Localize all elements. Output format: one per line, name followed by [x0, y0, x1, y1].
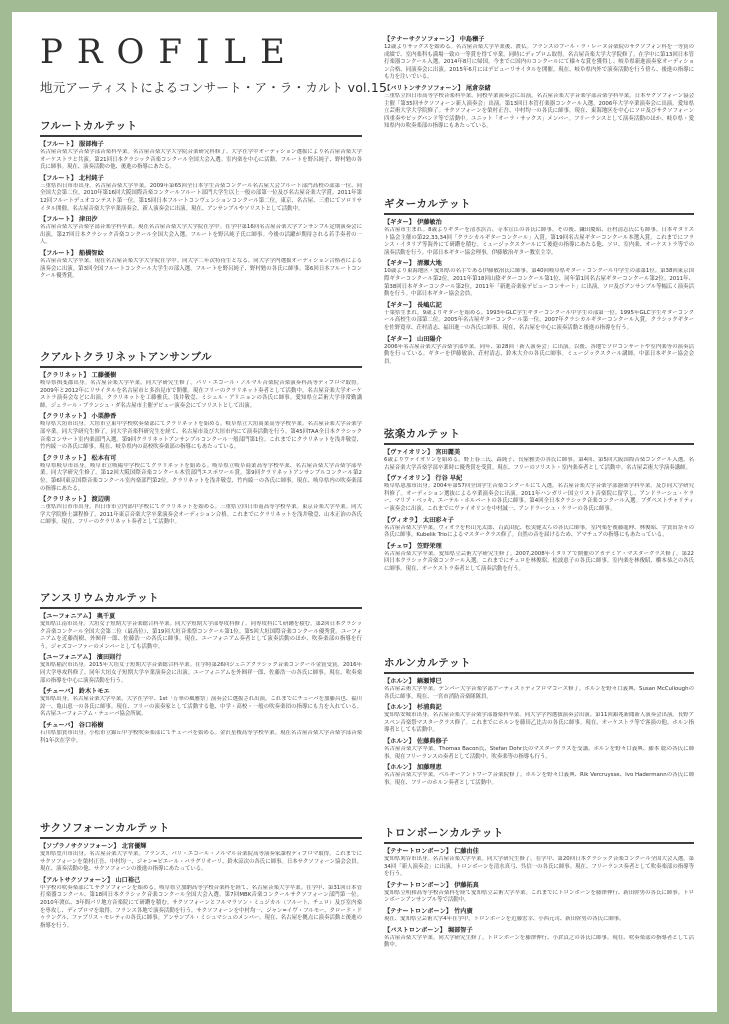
artist-name: 【フルート】 北村純子: [40, 174, 104, 182]
artist-name: 【クラリネット】 小栗静香: [40, 413, 117, 421]
artist-bio: 三重県四日市市出身。名古屋音楽大学卒業。2009年第65回全日本学生音楽コンクール名古屋大会フルート部門高校の部第一位、同全国大会第二位。2010年第16回大阪国際音楽コンクールフルート部門大学生以上一般の部第一位及び名古屋音楽大学賞。2011年第12回フルートデュオコンテスト第一位。第15回日本フルートコンヴェンションコンクール第二位。東京、名古屋、三重にてソロリサイタル開催。名古屋音楽大学卒業演奏会、新人演奏会に出演。現在、アンサンブルやソリストとして活動中。: [40, 182, 362, 212]
section-sax-continued: [384, 36, 694, 134]
section-heading: 弦楽カルテット: [384, 426, 694, 445]
section-heading: トロンボーンカルテット: [384, 825, 694, 844]
artist-name: 【クラリネット】 渡辺萌: [40, 496, 111, 504]
artist-name: 【ヴァイオリン】 宮田麗美: [384, 449, 461, 456]
artist-bio: 名古屋音楽大学卒業。愛知県立芸術大学研究生修了。2007,2008年イタリアで開催のアカデミア・マスタークラス修了。第22回日本クラシック音楽コンクール入選。これまでにチェロを林俊昭、松波恵子の各氏に師事。室内楽を林俊昭、橋本恭之の各氏に師事。現在、オーケストラ奏者として演奏活動を行う。: [384, 550, 694, 572]
artist-bio: 愛知県刈谷市出身。名古屋音楽大学卒業。同大学研究生修了。在学中、第20回日本クラシック音楽コンクール全国大会入選。第34回「新人演奏会」に出演。トロンボーンを清水真弓、呉信一の各氏に師事。現在、フリーランス奏者として吹奏楽部の指導等を行う。: [384, 856, 694, 878]
artist-name: 【ホルン】 鏑瀬博巳: [384, 678, 442, 685]
artist-bio: 三重県四日市市出身。四日市市立内部中学校にてクラリネットを始める。三重県立四日市南高等学校卒業。東京音楽大学卒業。同大学大学院修士課程修了。2011年東京音楽大学卒業演奏会オーディション合格。これまでにクラリネットを浅井敬壹、山本正治の各氏に師事。現在、フリーのクラリネット奏者として活動中。: [40, 504, 362, 526]
artist-bio: 千葉県生まれ。9歳よりギターを始める。1993年GLC学生ギターコンクール中学生の部第一位。1995年GLC学生ギターコンクール高校生の部第二位。2005年名古屋ギターコンクール第一位。2007年クラシカルギターコンクール入賞。クラシックギターを佐野寛章、荘村清志、福田進一の各氏に師事。現在、名古屋を中心に演奏活動と後進の指導を行う。: [384, 309, 694, 331]
artist-entry: [384, 738, 694, 761]
artist-entry: [384, 336, 694, 367]
artist-entry: [384, 449, 694, 472]
artist-bio: 名古屋音楽大学卒業。同大学研究生修了。トロンボーンを藤澤伸行、小倉貞之の各氏に師事。現在、吹奏楽部の指導者として活動中。: [384, 934, 694, 949]
artist-name: 【ギター】 長嶋広記: [384, 301, 442, 309]
artist-entry: [40, 722, 362, 745]
artist-entry: [384, 908, 694, 924]
artist-bio: 名古屋音楽大学卒業。現在名古屋音楽大学大学院在学中。同大学二年次特待生となる。同大学学内選抜オーディション合格者による演奏会に出演。第3回全国フルートコンクール大学生の部入選。フルートを野呂純子、野村勉の各氏に師事。第6回日本フルートコンクール優秀賞。: [40, 257, 362, 280]
artist-entry: [384, 678, 694, 701]
artist-entry: [384, 302, 694, 333]
artist-entry: [384, 475, 694, 513]
artist-bio: 名古屋音楽大学音楽学部音楽科卒業。名古屋音楽大学大学院音楽研究科修了。大学在学中オーディション選抜により名古屋音楽大学オーケストラと共演。第21回日本クラシック音楽コンクール全国大会入選。室内楽を中心に活動。フルートを野呂純子、野村勉の各氏に師事。現在、演奏活動の他、後進の指導にあたる。: [40, 149, 362, 171]
section-heading: フルートカルテット: [40, 118, 362, 137]
artist-bio: 名古屋音楽大学卒業。Thomas Bacon氏、Stefan Dohr氏のマスタークラスを受講。ホルンを野々口義典、藤本 聡の各氏に師事。現在フリーランスの奏者として活動中。吹奏楽等の指導も行う。: [384, 745, 694, 760]
artist-bio: 中学校の吹奏楽部にてサクソフォーンを始める。岐阜県立加納高等学校音楽科を経て、名古屋音楽大学卒業。在学中、第31回日本管打楽器コンクール、第18回日本クラシック音楽コンクール全国大会入選。第7回MBK音楽コンクールサクソフォーン部門第一位。2010年渡仏、3年間パリ地方音楽院にて研鑽を積む。サクソフォーンとフルマラソン・ミュジカル（フルート、チェロ）及び室内楽を専攻し、ディプロマを取得。フランス各地で演奏活動を行う。サクソフォーンを中村均一、ジャン=イヴ・フルモー、クロード・ドゥラングル、ファブリス・モレティの各氏に師事。アンサンブル・ミシュマシュのメンバー。現在、名古屋を拠点に演奏活動と後進の指導を行う。: [40, 884, 362, 929]
artist-name: 【フルート】 服部梅子: [40, 141, 104, 148]
artist-bio: 岐阜県恵那市出身。2004年第57回全国学生音楽コンクールにて入選。名古屋音楽大学音楽学部器楽学科卒業。及び同大学研究科修了。オーディション選抜による卒業演奏会に出演。2011年ハンガリー国立リスト音楽院に留学し、アンドラーシュ・ケラー、マリア・ベッキ、エーテル・ホルバートの各氏に師事。第4回全日本クラシック音楽コンクール入選。ブダペストチャリティー演奏会に出演。これまでにヴァイオリンを中村誠一、アンドラーシュ・ケラーの各氏に師事。: [384, 483, 694, 512]
section-sax: [40, 820, 362, 933]
artist-entry: [40, 372, 362, 410]
artist-name: 【チューバ】 谷口裕樹: [40, 721, 104, 729]
section-heading: ギターカルテット: [384, 196, 694, 215]
artist-entry: [40, 413, 362, 451]
artist-bio: 名古屋音楽大学卒業。ヴィオラを杉山光太郎、百武由紀、松実健太らの各氏に師事。室内楽を後藤龍伸、林俊昭、宇賀田奈々の各氏に師事。Kubelik Trioによるマスタークラス修了。自然の音を届けるため、アマチュアの指導にもあたっている。: [384, 524, 694, 539]
section-clarinet: [40, 349, 362, 530]
artist-entry: [384, 882, 694, 905]
section-guitar: [384, 196, 694, 369]
artist-entry: [40, 455, 362, 493]
artist-name: 【ギター】 山田陽介: [384, 335, 442, 343]
artist-entry: [384, 543, 694, 574]
section-heading: クアルトクラリネットアンサンブル: [40, 349, 362, 368]
artist-name: 【テナートロンボーン】 竹内廣: [384, 907, 473, 915]
artist-name: 【ホルン】 杉浦典記: [384, 704, 442, 712]
artist-bio: 6歳よりヴァイオリンを始める。野上春三氏、森純子、長屋雅美の各氏に師事。第4回、第5回大阪国際音楽コンクール入選。名古屋音楽大学音楽学部卒業時に優秀賞を受賞。現在、フリーのソリスト・室内楽奏者として活動中。名古屋芸術大学演奏講師。: [384, 457, 694, 471]
artist-name: 【クラリネット】 松本有可: [40, 454, 117, 462]
artist-entry: [40, 496, 362, 527]
artist-entry: [40, 613, 362, 651]
section-heading: ホルンカルテット: [384, 655, 694, 674]
section-flute: [40, 118, 362, 284]
artist-name: 【ユーフォニアム】 奥千夏: [40, 613, 116, 620]
artist-bio: 名古屋音楽大学音楽学部音楽学科卒業。現在名古屋音楽大学大学院在学中。在学中第16回名古屋音楽大学アンサンブル定期演奏会に出演。第27回日本クラシック音楽コンクール全国大会入選。フルートを野呂純子氏に師事。今後の活躍が期待される若手奏者の一人。: [40, 224, 362, 246]
artist-name: 【テナートロンボーン】 仁藤由佳: [384, 848, 479, 855]
artist-bio: 現在、愛知県立芸術大学4年在学中。トロンボーンを近藤宏幸、小西元司、新田幹男の各氏に師事。: [384, 915, 625, 922]
section-strings: [384, 426, 694, 577]
artist-entry: [384, 848, 694, 879]
artist-name: 【バリトンサクソフォーン】 尾倉奈緒: [384, 84, 491, 92]
artist-bio: 10歳より東海地区・愛知県の名手である伊藤敏治氏に師事。第40回岐阜県ギター・コンクール中学生の部第1位。第38回東京国際ギターコンクール第2位。2011年第18回山陰ギターコンクール第1位、同年第1回名古屋ギターコンクール第2位。2011年、第38回日本ギターコンクール第2位。2011年「新進音楽家デビューコンサート」に出演。ソロ及びアンサンブル等幅広く演奏活動を行う。中部日本ギター協会会員。: [384, 268, 694, 298]
artist-bio: 名古屋市生まれ。8歳よりギターを清水浜吉、寺本宣江の各氏に師事。その後、鎌田慶昭、荘村清志氏にも師事。日本ギタリスト協会主催の第22,33,34回「クラシカルギターコンクール」入賞。第19回名古屋ギターコンクール本選入賞。これまでにフランス・イタリア等海外にて研鑽を積む。ミュージックスクールにて後進の指導にあたる他、ソロ、室内楽、オーケストラ等での演奏活動を行う。中部日本ギター協会理事。伊藤敏治ギター教室主宰。: [384, 227, 694, 256]
artist-name: 【フルート】 船橋智絵: [40, 249, 104, 257]
artist-bio: 岐阜県大垣市出身。大垣市立東中学校吹奏楽部にてクラリネットを始める。岐阜県立大垣商業高等学校卒業。名古屋音楽大学音楽学部卒業。同大学研究生修了。同大学音楽科研究生を経て、名古屋市及び大垣市内にて演奏活動を行う。第45回TAA全日本クラシック音楽コンサート室内楽部門入選。第9回クラリネットアンサンブルコンクール一般部門第1位。これまでにクラリネットを浅井敬壹、竹内綾一の各氏に師事。現在、岐阜県内の高校吹奏楽部の指導にもあたっている。: [40, 421, 362, 451]
artist-bio: 2006年名古屋音楽大学音楽学部卒業。同年、第28回「新人演奏会」に出演。以後、各地でソロコンサートや室内楽等の演奏活動を行っている。ギターを伊藤敏治、荘村清志、鈴木大介の各氏に師事。ミュージックスクール講師。中部日本ギター協会会員。: [384, 343, 694, 365]
page-title: PROFILE: [40, 32, 299, 72]
artist-entry: [40, 843, 362, 874]
page-header: [40, 34, 387, 96]
artist-entry: [40, 216, 362, 247]
section-ensemble: [40, 590, 362, 748]
artist-entry: [40, 175, 362, 213]
artist-entry: [384, 219, 694, 257]
artist-bio: 石川県加賀市出身。小松市立錦丘中学校吹奏楽部にてチューバを始める。金沢星稜高等学校卒業。現在名古屋音楽大学音楽学部音楽科1年次在学中。: [40, 729, 362, 744]
artist-entry: [40, 141, 362, 172]
artist-name: 【テナートロンボーン】 伊藤拓真: [384, 881, 479, 889]
artist-bio: 愛知県江南市出身。大垣女子短期大学音楽総合科卒業。同大学短期大学部専攻科修了。同専攻科にて研鑽を積む。第2回日本クラシック音楽コンクール全国大会第二位（最高位）、第19回大垣音楽祭コンクール第1位。第5回大垣国際音楽コンクール優秀賞。ユーフォニアムを近藤尚樹、外囿祥一郎、佐藤浩一の各氏に師事。現在、ユーフォニアム奏者として演奏活動のほか、吹奏楽部の指導を行う。ジャズコーファーのメンバーとしても活動中。: [40, 621, 362, 650]
artist-entry: [40, 688, 362, 719]
artist-name: 【ソプラノサクソフォーン】 北宮優輝: [40, 843, 147, 850]
artist-name: 【アルトサクソフォーン】 山口裕己: [40, 876, 141, 884]
artist-name: 【チェロ】 笠野栄理: [384, 542, 442, 550]
artist-name: 【テナーサクソフォーン】 中島穣子: [384, 36, 485, 43]
artist-name: 【バストロンボーン】 堀部智子: [384, 926, 473, 934]
artist-entry: [40, 654, 362, 685]
artist-bio: 愛知県豊川市出身。名古屋音楽大学卒業。フランス、パリ・エコール・ノルマル音楽院高等演奏家課程ディプロマ取得。これまでにサクソフォーンを榮村正吾、中村均一、ジャン=ピエール・バラグリオーリ、鈴木涼次の各氏に師事。日本サクソフォーン協会会員。現在、演奏活動の他、サクソフォーンの後進の指導にあたっている。: [40, 851, 362, 873]
artist-entry: [384, 36, 694, 82]
artist-bio: 愛知県立明和高等学校音楽科を経て愛知県立芸術大学卒業。これまでにトロンボーンを藤澤伸行、新田幹男の各氏に師事。トロンボーンアンサンブル等で活動中。: [384, 889, 694, 904]
artist-name: 【ギター】 清瀬大地: [384, 260, 442, 268]
artist-entry: [40, 250, 362, 281]
artist-bio: 岐阜県揖斐郡出身。名古屋音楽大学卒業。同大学研究生修了。パリ・エコール・ノルマル音楽院音楽演奏科高等ディプロマ取得。2009年と2012年にリサイタルを名古屋市と多治見市で開催。現在フリーのクラリネット奏者として活動中。名古屋音楽大学オーケストラ演奏会などに出演。クラリネットを工藤雅氏、浅井敬壹、ミシェル・アリニョンの各氏に師事。愛知県立芸術大学非常勤講師。ジェラール・ブランシュ・ダ名古屋市主催デビュー演奏会にてソリストとして出演。: [40, 380, 362, 409]
artist-bio: 愛知県安城市出身。名古屋音楽大学音楽学部器楽科卒業。同大学学内選抜演奏会出演。第11回銀兆新聞新人演奏会出演。長野アスペン音楽祭マスタークラス修了。これまでにホルンを藤田乙比古の各氏に師事。現在、オーケストラ等で客演の他、ホルン指導者としても活動中。: [384, 712, 694, 734]
artist-entry: [384, 517, 694, 540]
artist-entry: [384, 85, 694, 131]
artist-name: 【チューバ】 鈴木トモエ: [40, 688, 110, 696]
section-trombone: [384, 825, 694, 953]
artist-bio: 名古屋芸術大学卒業。デンバー大学音楽学部アーティストディプロマコース修了。ホルンを野々口義典、Susan McCulloughの各氏に師事。現在、一宮市消防音楽隊隊員。: [384, 686, 694, 700]
artist-entry: [40, 877, 362, 931]
section-heading: サクソフォーンカルテット: [40, 820, 362, 839]
artist-bio: 愛知県出身。名古屋音楽大学卒業。大学在学中、1st「万華の風雅祭」演奏会に選抜され出演。これまでにチューバを加藤昌也、福川諒一、亀山恵一の各氏に師事。現在、フリーの演奏家として活動する他、中学・高校・一般の吹奏楽団の指導にも力を入れている。名古屋ユーフォニアム・テューバ協会所属。: [40, 696, 362, 718]
artist-name: 【ヴァイオリン】 行谷 早紀: [384, 475, 463, 483]
artist-bio: 愛知県稲沢市出身。2015年大垣女子短期大学音楽総合科卒業。在学時第26回ジュニアクラシック音楽コンクール金賞受賞。2016年同大学専攻科修了。同年大垣女子短期大学卒業演奏会に出演。ユーフォニアムを外囿祥一郎、佐藤浩一の各氏に師事。現在、吹奏楽部の指導を中心に演奏活動を行う。: [40, 662, 362, 684]
artist-bio: 名古屋音楽大学卒業。ベルギーアントワープ音楽院修了。ホルンを野々口義典、Rik Vercruysse、Ivo Hadermannの各氏に師事。現在、フリーのホルン奏者として活動中。: [384, 772, 694, 786]
artist-name: 【ユーフォニアム】 濱田則行: [40, 654, 122, 662]
artist-name: 【ホルン】 加藤理恵: [384, 764, 442, 772]
artist-entry: [384, 927, 694, 950]
section-heading: アンスリウムカルテット: [40, 590, 362, 609]
artist-name: 【ヴィオラ】 太田彩々子: [384, 516, 454, 524]
artist-entry: [384, 704, 694, 735]
section-horn: [384, 655, 694, 790]
artist-name: 【フルート】 津田汐: [40, 216, 98, 224]
artist-name: 【ホルン】 佐藤典修子: [384, 737, 448, 745]
artist-bio: 三重県立四日市高等学校音楽科卒業。同校卒業演奏会に出演。名古屋音楽大学音楽学部音楽学科卒業。日本サクソフォーン協会主催「第35回サクソフォーン新人演奏会」出演。第13回日本管打楽器コンクール入選。2006年大学卒業演奏会に出演。愛知県立芸術大学大学院修了。サクソフォーンを榮村正吾、中村均一の各氏に師事。現在、東海地区を中心にソロ及びサクソフォーン四重奏やビッグバンド等で活動中。ユニット「オーラ・サックス」メンバー。フリーランスとして演奏活動のほか、岐阜県・愛知県内の吹奏楽部の指導にもあたっている。: [384, 92, 694, 130]
artist-entry: [384, 260, 694, 298]
artist-entry: [384, 764, 694, 787]
artist-name: 【ギター】 伊藤敏治: [384, 219, 442, 226]
artist-bio: 12歳よりサックスを始める。名古屋音楽大学卒業後、渡仏。フランスのブール・ラ・レーヌ音楽院のサクソフォン科を一等賞の成績で、室内楽科も満場一致の一等賞を得て卒業。同時にディプロム取得。名古屋音楽大学大学院修了。在学中に第13回日本管打楽器コンクール入選。2014年8月に帰国。今までに国内のコンクールにて様々な賞を獲得し、岐阜県新進演奏家オーディション合格、同演奏会に出演。2015年6月にはデビューリサイタルを開催。現在、岐阜県内外で演奏活動を行う傍ら、後進の指導にも力を注いでいる。: [384, 44, 694, 81]
program-page: [12, 12, 717, 1012]
page-subtitle: 地元アーティストによるコンサート・ア・ラ・カルト vol.15: [40, 80, 388, 95]
artist-bio: 岐阜県岐阜市出身。岐阜市立岐陽中学校にてクラリネットを始める。岐阜県立岐阜商業高等学校卒業、名古屋音楽大学音楽学部卒業。同大学研究生修了。第12回大阪国際音楽コンクール木管部門エスポワール賞。第9回クラリネットアンサンブルコンクール第2位。第6回東京国際音楽コンクール室内楽部門第2位。クラリネットを浅井敬壹、竹内綾一の各氏に師事。現在、岐阜県内の吹奏楽部の指導にあたる。: [40, 462, 362, 492]
artist-name: 【クラリネット】 工藤優樹: [40, 372, 117, 379]
